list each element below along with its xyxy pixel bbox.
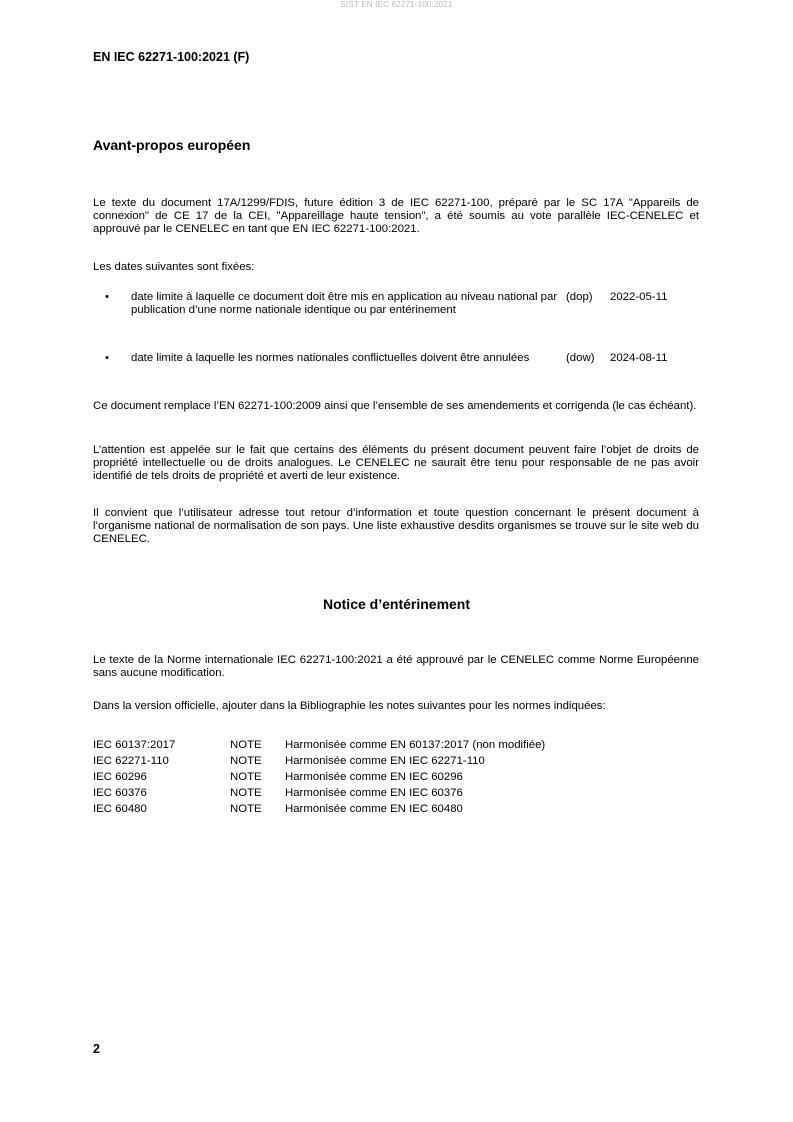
endorsement-paragraph-1: Le texte de la Norme internationale IEC 62271-100:2021 a été approuvé par le CENELEC comme Norme Européenne sans aucune modification. [93,654,699,679]
note-reference: IEC 62271-110 [93,755,169,767]
note-text: Harmonisée comme EN IEC 60480 [285,803,463,815]
note-row [93,737,699,753]
bullet-marker: • [105,291,109,303]
notes-list [93,737,699,817]
date-item-text: date limite à laquelle les normes nationales conflictuelles doivent être annulées [131,352,530,364]
note-label: NOTE [230,771,262,783]
note-row [93,785,699,801]
note-row [93,769,699,785]
note-label: NOTE [230,755,262,767]
note-reference: IEC 60480 [93,803,147,815]
note-text: Harmonisée comme EN IEC 62271-110 [285,755,485,767]
date-item-date: 2022-05-11 [610,291,668,303]
foreword-paragraph-4: L’attention est appelée sur le fait que certains des éléments du présent document peuvent faire l’objet de droits de propriété intellectuelle ou de droits analogues. Le CENELEC ne saurait être tenu pour responsable de ne pas avoir identifié de tels droits de propriété et averti de leur existence. [93,444,699,482]
date-item-text: date limite à laquelle ce document doit être mis en application au niveau national par publication d’une norme nationale identique ou par entérinement [131,291,558,316]
note-text: Harmonisée comme EN 60137:2017 (non modifiée) [285,739,546,751]
date-item-dop [93,291,699,341]
foreword-paragraph-1: Le texte du document 17A/1299/FDIS, future édition 3 de IEC 62271-100, préparé par le SC 17A "Appareils de connexion" de CE 17 de la CEI, "Appareillage haute tension", a été soumis au vote parallèle IEC-CENELEC et approuvé par le CENELEC en tant que EN IEC 62271-100:2021. [93,197,699,235]
foreword-title: Avant-propos européen [93,137,251,153]
document-id: EN IEC 62271-100:2021 (F) [93,50,250,64]
note-row [93,753,699,769]
note-text: Harmonisée comme EN IEC 60296 [285,771,463,783]
page-number: 2 [93,1042,100,1056]
endorsement-title: Notice d’entérinement [322,596,471,612]
note-reference: IEC 60376 [93,787,147,799]
date-item-date: 2024-08-11 [610,352,668,364]
note-reference: IEC 60296 [93,771,147,783]
note-text: Harmonisée comme EN IEC 60376 [285,787,463,799]
date-item-code: (dow) [566,352,595,364]
bullet-marker: • [105,352,109,364]
foreword-paragraph-2: Les dates suivantes sont fixées: [93,261,255,273]
note-label: NOTE [230,803,262,815]
date-item-dow [93,352,699,402]
note-reference: IEC 60137:2017 [93,739,176,751]
endorsement-paragraph-2: Dans la version officielle, ajouter dans la Bibliographie les notes suivantes pour les normes indiquées: [93,700,606,712]
date-item-code: (dop) [566,291,593,303]
foreword-paragraph-5: Il convient que l’utilisateur adresse tout retour d’information et toute question concernant le présent document à l’organisme national de normalisation de son pays. Une liste exhaustive desdits organismes se trouve sur le site web du CENELEC. [93,507,699,545]
foreword-paragraph-3: Ce document remplace l’EN 62271-100:2009 ainsi que l’ensemble de ses amendements et corrigenda (le cas échéant). [93,400,697,412]
note-row [93,801,699,817]
note-label: NOTE [230,787,262,799]
note-label: NOTE [230,739,262,751]
watermark: SIST EN IEC 62271-100:2021 [340,0,453,9]
